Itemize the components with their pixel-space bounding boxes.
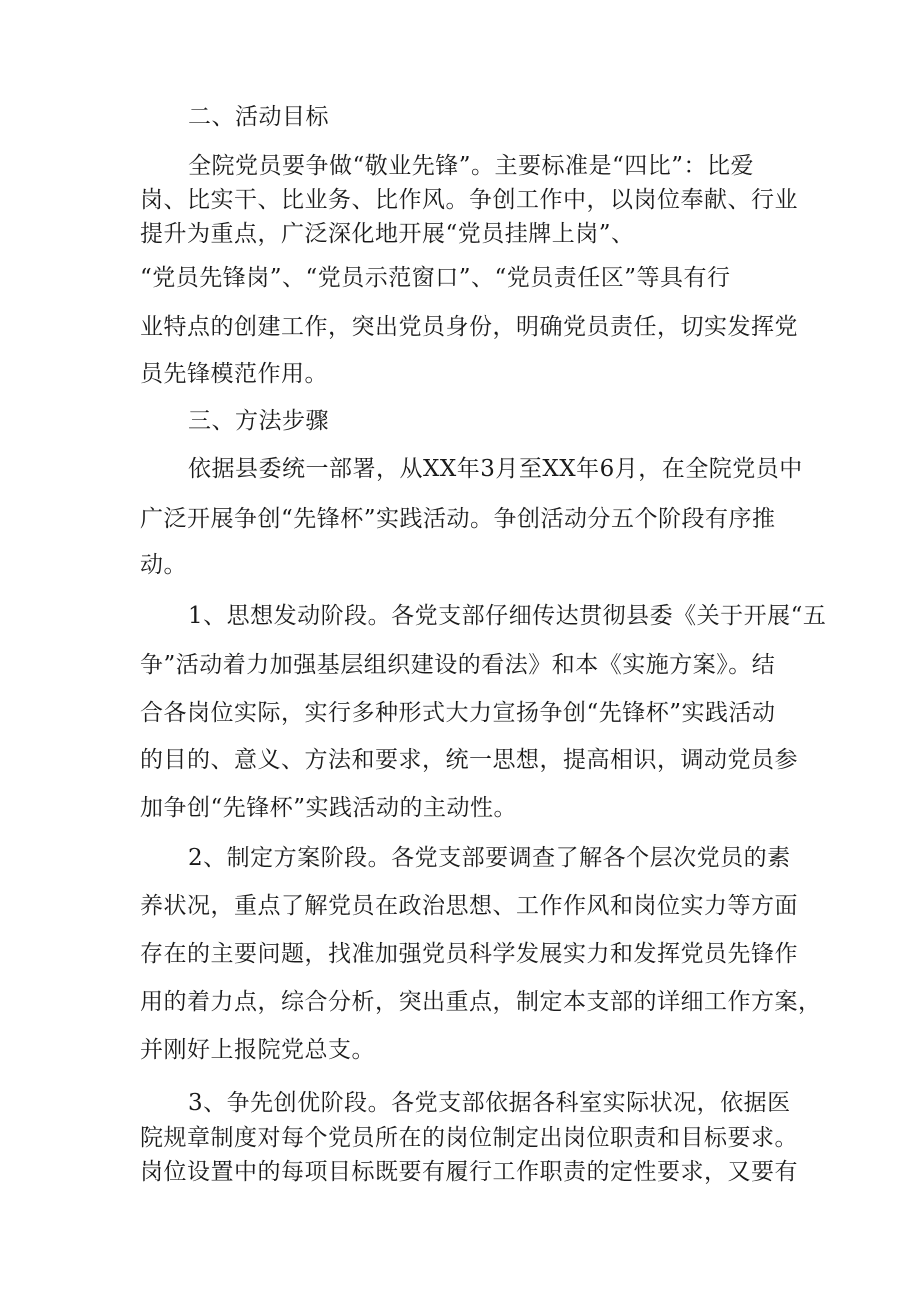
paragraph-line: 争”活动着力加强基层组织建设的看法》和本《实施方案》。结: [140, 652, 776, 678]
paragraph-line: 提升为重点，广泛深化地开展“党员挂牌上岗”、: [140, 221, 635, 247]
paragraph-line: 合各岗位实际，实行多种形式大力宣扬争创“先锋杯”实践活动: [140, 700, 776, 726]
section-heading-goals: 二、活动目标: [188, 104, 329, 130]
paragraph-line: 并刚好上报院党总支。: [140, 1037, 375, 1063]
paragraph-line: 全院党员要争做“敬业先锋”。主要标准是“四比”：比爱: [188, 153, 755, 179]
paragraph-line: 院规章制度对每个党员所在的岗位制定出岗位职责和目标要求。: [140, 1125, 798, 1151]
paragraph-line: 用的着力点，综合分析，突出重点，制定本支部的详细工作方案，: [140, 989, 822, 1015]
paragraph-line: 2、制定方案阶段。各党支部要调查了解各个层次党员的素: [188, 845, 791, 871]
paragraph-line: 1、思想发动阶段。各党支部仔细传达贯彻县委《关于开展“五: [188, 603, 827, 629]
paragraph-line: 依据县委统一部署，从XX年3月至XX年6月，在全院党员中: [188, 456, 803, 482]
paragraph-line: 3、争先创优阶段。各党支部依据各科室实际状况，依据医: [188, 1090, 791, 1116]
paragraph-line: 业特点的创建工作，突出党员身份，明确党员责任，切实发挥党: [140, 314, 798, 340]
paragraph-line: 岗、比实干、比业务、比作风。争创工作中，以岗位奉献、行业: [140, 187, 798, 213]
paragraph-line: 广泛开展争创“先锋杯”实践活动。争创活动分五个阶段有序推: [140, 506, 776, 532]
section-heading-steps: 三、方法步骤: [188, 408, 329, 434]
paragraph-line: 加争创“先锋杯”实践活动的主动性。: [140, 795, 518, 821]
paragraph-line: “党员先锋岗”、“党员示范窗口”、“党员责任区”等具有行: [140, 265, 731, 291]
paragraph-line: 养状况，重点了解党员在政治思想、工作作风和岗位实力等方面: [140, 893, 798, 919]
paragraph-line: 动。: [140, 552, 187, 578]
paragraph-line: 存在的主要问题，找准加强党员科学发展实力和发挥党员先锋作: [140, 941, 798, 967]
paragraph-line: 员先锋模范作用。: [140, 361, 328, 387]
paragraph-line: 的目的、意义、方法和要求，统一思想，提高相识，调动党员参: [140, 747, 798, 773]
paragraph-line: 岗位设置中的每项目标既要有履行工作职责的定性要求，又要有: [140, 1159, 798, 1185]
